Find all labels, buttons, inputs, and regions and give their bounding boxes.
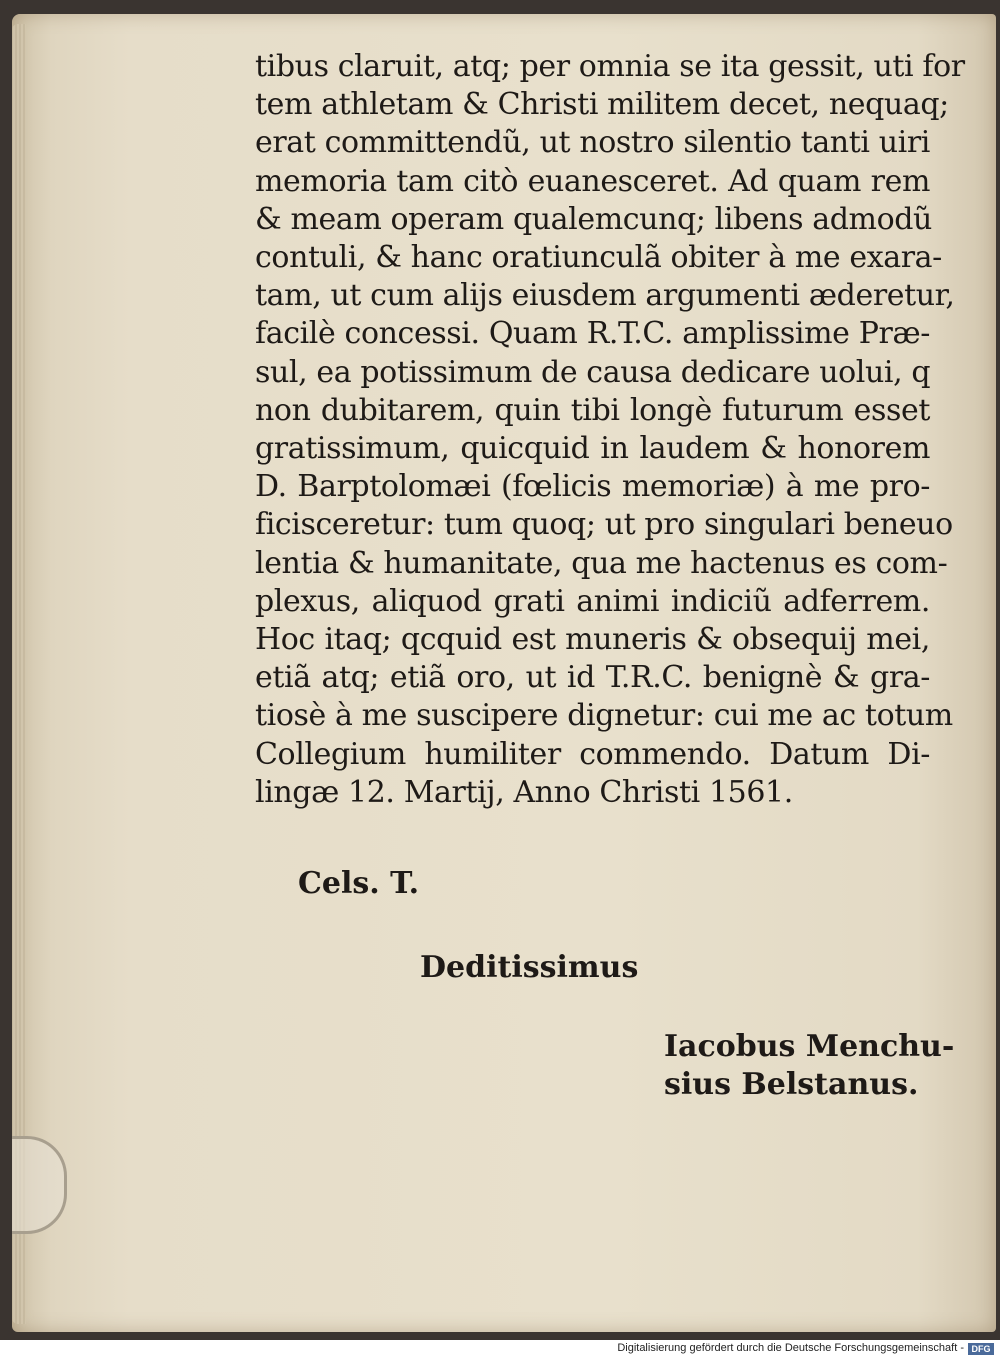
text-line: lingæ 12. Martij, Anno Christi 1561. bbox=[255, 774, 793, 810]
text-line: tiosè à me suscipere dignetur: cui me ac totum bbox=[255, 698, 953, 734]
text-line: Collegium humiliter commendo. Datum Di- bbox=[255, 736, 930, 772]
text-line: tam, ut cum alijs eiusdem argumenti æderetur, bbox=[255, 278, 955, 314]
signature-line: Iacobus Menchu- bbox=[664, 1029, 955, 1064]
page-edge bbox=[12, 24, 26, 1324]
text-line: plexus, aliquod grati animi indiciũ adferrem. bbox=[255, 583, 930, 619]
text-line: ficisceretur: tum quoq; ut pro singulari beneuo bbox=[255, 507, 953, 543]
page-clip bbox=[12, 1136, 67, 1234]
text-line: sul, ea potissimum de causa dedicare uolui, q bbox=[255, 354, 931, 390]
text-line: tem athletam & Christi militem decet, nequaq; bbox=[255, 87, 949, 123]
signature-line: sius Belstanus. bbox=[664, 1067, 919, 1102]
text-line: lentia & humanitate, qua me hactenus es com- bbox=[255, 545, 948, 581]
text-line: non dubitarem, quin tibi longè futurum esset bbox=[255, 392, 930, 428]
text-line: etiã atq; etiã oro, ut id T.R.C. benignè & gra- bbox=[255, 660, 930, 696]
text-line: erat committendũ, ut nostro silentio tanti uiri bbox=[255, 125, 930, 161]
text-line: Hoc itaq; qcquid est muneris & obsequij mei, bbox=[255, 622, 930, 658]
text-line: memoria tam citò euanesceret. Ad quam rem bbox=[255, 163, 930, 199]
footer-bar bbox=[0, 1340, 1000, 1359]
text-line: gratissimum, quicquid in laudem & honorem bbox=[255, 431, 930, 467]
text-line: tibus claruit, atq; per omnia se ita gessit, uti for bbox=[255, 49, 965, 84]
text-line: & meam operam qualemcunq; libens admodũ bbox=[255, 201, 932, 237]
text-line: facilè concessi. Quam R.T.C. amplissime Præ- bbox=[255, 316, 930, 352]
salutation: Cels. T. bbox=[298, 866, 420, 901]
text-line: D. Barptolomæi (fœlicis memoriæ) à me pro- bbox=[255, 469, 930, 505]
signature bbox=[664, 1028, 954, 1104]
footer-credit: Digitalisierung gefördert durch die Deutsche Forschungsgemeinschaft - bbox=[617, 1342, 964, 1354]
closing-word: Deditissimus bbox=[420, 950, 639, 985]
body-text bbox=[255, 48, 965, 812]
text-line: contuli, & hanc oratiunculã obiter à me exara- bbox=[255, 240, 942, 276]
dfg-logo-icon: DFG bbox=[968, 1343, 994, 1355]
